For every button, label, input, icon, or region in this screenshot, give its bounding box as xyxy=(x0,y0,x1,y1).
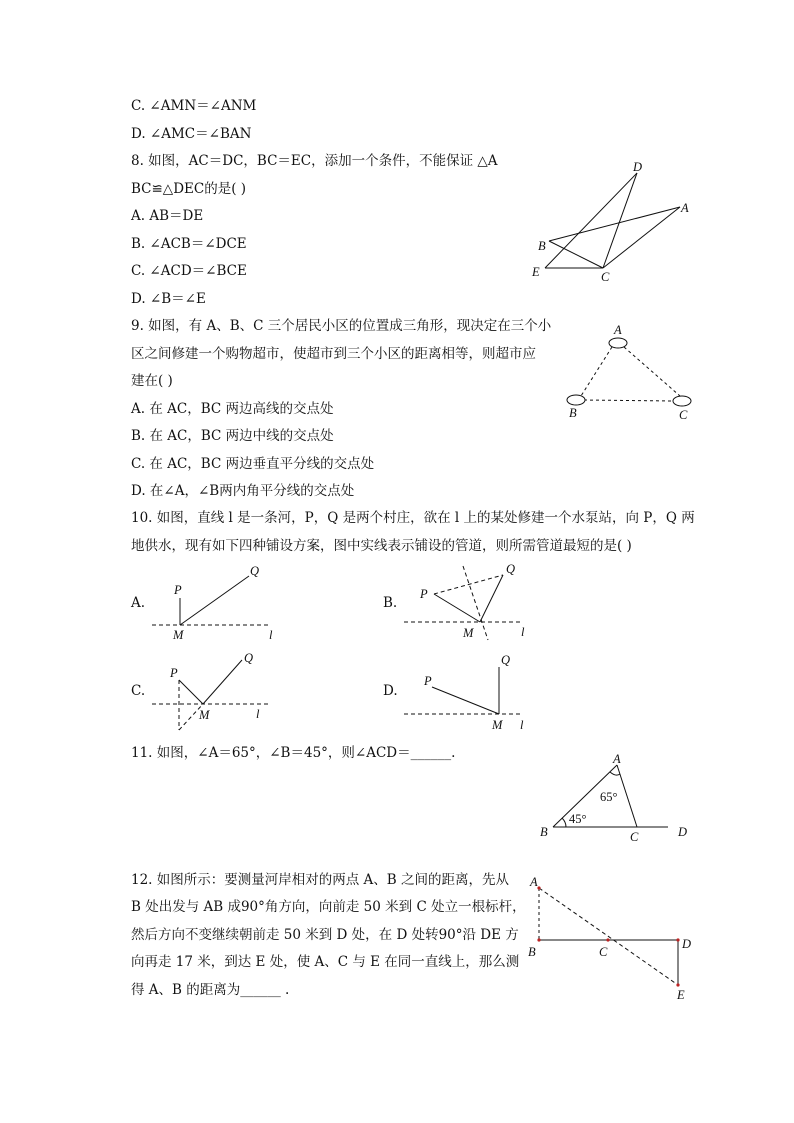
q11-label-d: D xyxy=(678,825,688,839)
q9-stem-line1: 9. 如图，有 A、B、C 三个居民小区的位置成三角形，现决定在三个小 xyxy=(131,318,552,334)
q12-point-e xyxy=(676,983,679,986)
q8-option-c: C. ∠ACD＝∠BCE xyxy=(131,263,247,279)
q9-option-d: D. 在∠A，∠B两内角平分线的交点处 xyxy=(131,483,355,499)
q10c-label-l: l xyxy=(256,707,260,721)
q9-option-c: C. 在 AC，BC 两边垂直平分线的交点处 xyxy=(131,456,375,472)
q8-stem-line1: 8. 如图，AC＝DC，BC＝EC，添加一个条件，不能保证 △A xyxy=(131,153,498,169)
q12-label-d: D xyxy=(682,937,692,951)
q8-label-e: E xyxy=(532,265,540,279)
q10d-label-q: Q xyxy=(501,653,511,667)
q10-option-d: D. xyxy=(383,683,398,699)
q10c-label-m: M xyxy=(199,708,210,722)
q9-option-a: A. 在 AC，BC 两边高线的交点处 xyxy=(131,401,334,417)
q8-stem-line2: BC≌△DEC的是( ) xyxy=(131,181,247,197)
q12-label-e: E xyxy=(677,988,685,1002)
q11-angle-a-value: 65° xyxy=(600,790,618,804)
q10a-label-m: M xyxy=(173,628,184,642)
q10d-label-m: M xyxy=(492,718,503,732)
q10-option-c: C. xyxy=(131,683,146,699)
q10b-label-l: l xyxy=(521,625,525,639)
q10b-label-m: M xyxy=(463,626,474,640)
q10a-label-q: Q xyxy=(250,564,260,578)
q8-option-b: B. ∠ACB＝∠DCE xyxy=(131,236,247,252)
q9-label-c: C xyxy=(679,408,688,422)
q8-option-a: A. AB＝DE xyxy=(131,208,204,224)
q12-point-a xyxy=(537,886,540,889)
q12-stem-line1: 12. 如图所示：要测量河岸相对的两点 A、B 之间的距离，先从 xyxy=(131,872,510,888)
q10-stem-line1: 10. 如图，直线 l 是一条河，P，Q 是两个村庄，欲在 l 上的某处修建一个水泵站，向 P，Q 两 xyxy=(131,510,695,526)
q11-label-a: A xyxy=(613,752,621,766)
q9-option-b: B. 在 AC，BC 两边中线的交点处 xyxy=(131,428,334,444)
q10d-label-p: P xyxy=(424,674,432,688)
q7-option-d: D. ∠AMC＝∠BAN xyxy=(131,126,252,142)
q10d-label-l: l xyxy=(520,718,524,732)
q9-label-a: A xyxy=(614,323,622,337)
q10-option-b: B. xyxy=(383,595,398,611)
q12-stem-line2: B 处出发与 AB 成90°角方向，向前走 50 米到 C 处立一根标杆， xyxy=(131,899,526,915)
q11-angle-b-value: 45° xyxy=(569,812,587,826)
q10-stem-line2: 地供水，现有如下四种铺设方案，图中实线表示铺设的管道，则所需管道最短的是( ) xyxy=(131,538,632,554)
q9-stem-line3: 建在( ) xyxy=(131,373,173,389)
q12-label-c: C xyxy=(599,945,608,959)
q10a-label-l: l xyxy=(269,628,273,642)
q10b-label-q: Q xyxy=(506,562,516,576)
q12-label-a: A xyxy=(530,875,538,889)
q11-label-b: B xyxy=(540,825,548,839)
q10-option-a: A. xyxy=(131,595,146,611)
q12-stem-line3: 然后方向不变继续朝前走 50 米到 D 处，在 D 处转90°沿 DE 方 xyxy=(131,927,519,943)
q12-stem-line5: 得 A、B 的距离为______ . xyxy=(131,982,290,998)
q7-option-c: C. ∠AMN＝∠ANM xyxy=(131,98,257,114)
q12-seg-ae xyxy=(539,888,678,985)
q12-point-d xyxy=(676,938,679,941)
q12-stem-line4: 向再走 17 米，到达 E 处，使 A、C 与 E 在同一直线上，那么测 xyxy=(131,954,520,970)
q11-label-c: C xyxy=(630,830,639,844)
q9-stem-line2: 区之间修建一个购物超市，使超市到三个小区的距离相等，则超市应 xyxy=(131,346,536,362)
q8-option-d: D. ∠B＝∠E xyxy=(131,291,206,307)
q12-point-c xyxy=(606,938,609,941)
q12-label-b: B xyxy=(528,945,536,959)
q12-point-b xyxy=(537,938,540,941)
q8-label-d: D xyxy=(633,160,643,174)
q8-label-b: B xyxy=(538,239,546,253)
q10c-label-p: P xyxy=(170,666,178,680)
q9-label-b: B xyxy=(569,406,577,420)
q8-label-a: A xyxy=(681,201,689,215)
q10a-label-p: P xyxy=(174,583,182,597)
q10c-label-q: Q xyxy=(244,651,254,665)
q10b-label-p: P xyxy=(420,587,428,601)
q8-label-c: C xyxy=(601,270,610,284)
q11-stem: 11. 如图，∠A＝65°，∠B＝45°，则∠ACD＝______. xyxy=(131,745,456,761)
